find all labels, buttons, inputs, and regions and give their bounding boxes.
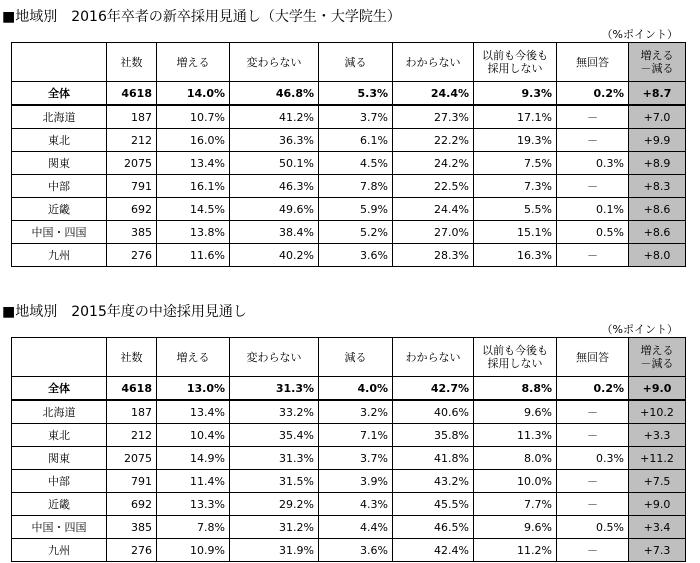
table-cell: － [557,105,629,129]
row-label: 中国・四国 [12,221,107,244]
table-cell: +7.5 [629,470,686,493]
table-cell: 276 [107,539,157,562]
table-cell: 6.1% [319,129,393,152]
column-header-line: 増える [640,49,674,62]
table-cell: +8.6 [629,198,686,221]
table-cell: 19.3% [474,129,557,152]
column-header [474,338,557,377]
table-cell: 10.7% [157,105,230,129]
table-cell: 14.9% [157,447,230,470]
table-cell: 17.1% [474,105,557,129]
table-cell: 14.5% [157,198,230,221]
table-cell: 22.2% [393,129,474,152]
table-cell: 31.2% [230,516,319,539]
table-row [12,470,686,493]
table-cell: 40.6% [393,400,474,424]
table-cell: 24.4% [393,198,474,221]
row-label: 九州 [12,244,107,267]
table-cell: 7.8% [319,175,393,198]
table-cell: 3.7% [319,447,393,470]
table-row [12,198,686,221]
row-label: 中部 [12,470,107,493]
total-row [12,377,686,401]
table-cell: +9.0 [629,377,686,401]
row-label: 中国・四国 [12,516,107,539]
row-label: 中部 [12,175,107,198]
table-cell: 9.3% [474,82,557,106]
table-cell: 0.2% [557,82,629,106]
table-cell: 385 [107,221,157,244]
table-cell: 7.5% [474,152,557,175]
table-cell: 4618 [107,377,157,401]
table-cell: 41.8% [393,447,474,470]
table-cell: +8.7 [629,82,686,106]
table-cell: 3.2% [319,400,393,424]
table-cell: 22.5% [393,175,474,198]
table-row [12,516,686,539]
table-cell: 3.6% [319,539,393,562]
table-cell: 33.2% [230,400,319,424]
table-cell: 212 [107,129,157,152]
header-row [12,43,686,82]
table-cell: 385 [107,516,157,539]
table-cell: +9.9 [629,129,686,152]
column-header: 社数 [107,43,157,82]
row-label: 東北 [12,424,107,447]
table-cell: 5.9% [319,198,393,221]
table-row [12,105,686,129]
table-cell: 10.9% [157,539,230,562]
table-cell: 16.1% [157,175,230,198]
table-cell: +10.2 [629,400,686,424]
row-label: 全体 [12,377,107,401]
column-header [12,338,107,377]
column-header-line: 以前も今後も [482,344,548,357]
table-cell: 8.0% [474,447,557,470]
table-cell: 46.5% [393,516,474,539]
table-cell: +8.6 [629,221,686,244]
total-row [12,82,686,106]
table-cell: 7.3% [474,175,557,198]
table-cell: +3.3 [629,424,686,447]
table-row [12,400,686,424]
column-header: 増える [157,43,230,82]
table-row [12,221,686,244]
table-cell: 0.5% [557,221,629,244]
table-cell: 16.3% [474,244,557,267]
table-cell: － [557,493,629,516]
table-cell: +7.3 [629,539,686,562]
table-cell: +11.2 [629,447,686,470]
table-cell: +8.0 [629,244,686,267]
row-label: 九州 [12,539,107,562]
table-cell: 13.3% [157,493,230,516]
column-header-line: 採用しない [487,62,543,75]
table-row [12,539,686,562]
mid-career-hiring-table [11,337,686,562]
table-cell: 11.6% [157,244,230,267]
table-title: ■地域別 2016年卒者の新卒採用見通し（大学生・大学院生） [2,9,401,25]
table-cell: +9.0 [629,493,686,516]
table-cell: 29.2% [230,493,319,516]
table-cell: 31.3% [230,447,319,470]
table-cell: 11.4% [157,470,230,493]
table-cell: 9.6% [474,516,557,539]
table-cell: 7.8% [157,516,230,539]
table-cell: +8.3 [629,175,686,198]
table-cell: 0.1% [557,198,629,221]
table-cell: 8.8% [474,377,557,401]
table-cell: 24.2% [393,152,474,175]
table-cell: 35.8% [393,424,474,447]
row-label: 近畿 [12,493,107,516]
table-cell: 4.5% [319,152,393,175]
table-cell: 13.4% [157,400,230,424]
row-label: 近畿 [12,198,107,221]
table-cell: 0.3% [557,152,629,175]
table-cell: 2075 [107,152,157,175]
table-cell: 31.3% [230,377,319,401]
column-header: 無回答 [557,338,629,377]
table-cell: 11.3% [474,424,557,447]
table-cell: 0.5% [557,516,629,539]
row-label: 関東 [12,447,107,470]
table-cell: 10.0% [474,470,557,493]
table-cell: 24.4% [393,82,474,106]
table-cell: 36.3% [230,129,319,152]
unit-label: （%ポイント） [601,323,678,336]
row-label: 全体 [12,82,107,106]
table-title: ■地域別 2015年度の中途採用見通し [2,304,247,320]
table-cell: 5.5% [474,198,557,221]
table-cell: 791 [107,470,157,493]
table-cell: 27.0% [393,221,474,244]
column-header: 変わらない [230,43,319,82]
table-row [12,244,686,267]
table-cell: 0.2% [557,377,629,401]
table-cell: 13.4% [157,152,230,175]
column-header [12,43,107,82]
new-graduate-hiring-table [11,42,686,267]
table-cell: 50.1% [230,152,319,175]
table-cell: － [557,129,629,152]
table-cell: 692 [107,493,157,516]
table-cell: 46.8% [230,82,319,106]
table-row [12,447,686,470]
column-header: わからない [393,338,474,377]
table-cell: 692 [107,198,157,221]
table-cell: 187 [107,400,157,424]
table-cell: 40.2% [230,244,319,267]
table-cell: － [557,424,629,447]
table-cell: 41.2% [230,105,319,129]
table-cell: 7.7% [474,493,557,516]
row-label: 北海道 [12,105,107,129]
table-cell: 791 [107,175,157,198]
table-cell: 5.2% [319,221,393,244]
table-cell: 3.6% [319,244,393,267]
table-row [12,175,686,198]
column-header-line: 採用しない [487,357,543,370]
column-header: 無回答 [557,43,629,82]
table-cell: － [557,470,629,493]
table-cell: 2075 [107,447,157,470]
table-cell: 14.0% [157,82,230,106]
table-cell: 7.1% [319,424,393,447]
table-cell: 4618 [107,82,157,106]
table-cell: 10.4% [157,424,230,447]
table-cell: 0.3% [557,447,629,470]
table-cell: 42.4% [393,539,474,562]
table-cell: 31.5% [230,470,319,493]
table-cell: 11.2% [474,539,557,562]
row-label: 東北 [12,129,107,152]
column-header-line: －減る [640,62,674,75]
table-cell: 212 [107,424,157,447]
table-cell: 187 [107,105,157,129]
table-cell: 3.7% [319,105,393,129]
column-header-line: 増える [640,344,674,357]
row-label: 北海道 [12,400,107,424]
table-row [12,129,686,152]
table-cell: 46.3% [230,175,319,198]
table-row [12,424,686,447]
table-cell: 31.9% [230,539,319,562]
table-cell: － [557,175,629,198]
column-header: 増える [157,338,230,377]
column-header: 減る [319,43,393,82]
table-cell: 15.1% [474,221,557,244]
table-cell: 35.4% [230,424,319,447]
table-cell: 27.3% [393,105,474,129]
column-header-line: 以前も今後も [482,49,548,62]
table-cell: － [557,400,629,424]
column-header: 変わらない [230,338,319,377]
table-cell: 28.3% [393,244,474,267]
table-cell: 16.0% [157,129,230,152]
row-label: 関東 [12,152,107,175]
table-cell: +8.9 [629,152,686,175]
table-cell: 49.6% [230,198,319,221]
unit-label: （%ポイント） [601,28,678,41]
table-cell: 3.9% [319,470,393,493]
column-header: 減る [319,338,393,377]
table-cell: 45.5% [393,493,474,516]
table-cell: 13.8% [157,221,230,244]
table-cell: 38.4% [230,221,319,244]
table-row [12,493,686,516]
table-cell: 9.6% [474,400,557,424]
column-header-line: －減る [640,357,674,370]
table-cell: 276 [107,244,157,267]
table-cell: 5.3% [319,82,393,106]
table-cell: 43.2% [393,470,474,493]
table-cell: 13.0% [157,377,230,401]
table-cell: +7.0 [629,105,686,129]
table-cell: － [557,244,629,267]
table-row [12,152,686,175]
column-header: わからない [393,43,474,82]
column-header: 社数 [107,338,157,377]
table-cell: +3.4 [629,516,686,539]
header-row [12,338,686,377]
column-header [629,338,686,377]
table-cell: 4.0% [319,377,393,401]
column-header [629,43,686,82]
column-header [474,43,557,82]
table-cell: 4.4% [319,516,393,539]
table-cell: 4.3% [319,493,393,516]
table-cell: 42.7% [393,377,474,401]
table-cell: － [557,539,629,562]
